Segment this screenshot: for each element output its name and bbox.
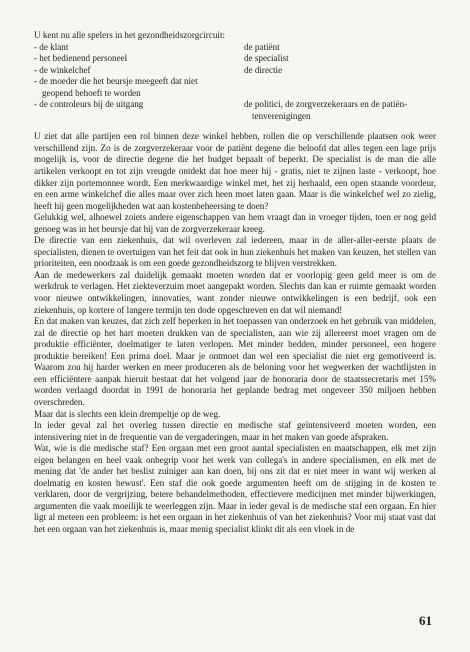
role-player: - de controleurs bij de uitgang (34, 99, 144, 110)
body-paragraph: U ziet dat alle partijen een rol binnen deze winkel hebben, rollen die op verschillende plaatsen ook weer verschillend zijn. Zo is de zorgverzekeraar voor de patiënt degene die beloofd dat alles tegen een lage prijs mogelijk is, voor de directie degene die het budget bepaalt of beperkt. De specialist is de man die alle artikelen verkoopt en tot zijn vreugde ontdekt dat hoe meer hij - gratis, niet te zijnen laste - verkoopt, hoe dikker zijn portemonnee wordt. Een merkwaardige winkel met, het zij herhaald, een open staande voordeur, en een arme winkelchef die alles maar over zich heen moet laten gaan. Maar is die winkelchef wel zo zielig, heeft hij geen mogelijkheden wat aan kostenbeheersing te doen? (34, 131, 436, 211)
body-paragraph: De directie van een ziekenhuis, dat wil overleven zal iedereen, maar in de aller-aller-eerste plaats de specialisten, dienen te overtuigen van het feit dat ook in hun ziekenhuis het maken van keuzen, het stellen van prioriteiten, een noodzaak is om een goede gezondheidszorg te blijven verstrekken. (34, 235, 436, 269)
body-paragraph: In ieder geval zal het overleg tussen directie en medische staf geïntensiveerd moeten worden, een intensivering niet in de frequentie van de vergaderingen, maar in het maken van goede afspraken. (34, 420, 436, 442)
role-player: - de moeder die het beursje meegeeft dat niet (34, 76, 198, 87)
page-content (34, 30, 436, 536)
roles-row (34, 99, 436, 111)
roles-row (34, 42, 436, 54)
role-equivalent (244, 76, 436, 88)
role-equivalent: de directie (244, 64, 283, 75)
body-paragraph: Gelukkig wel, alhoewel zoiets andere eigenschappen van hem vraagt dan in vroeger tijden, toen er nog geld genoeg was in het beursje dat hij van de zorgverzekeraar kreeg. (34, 212, 436, 234)
role-player (34, 111, 244, 123)
role-equivalent: de patiënt (244, 41, 280, 52)
role-player-continued: geopend behoeft te worden (42, 87, 141, 98)
roles-row (34, 111, 436, 123)
role-player: - de winkelchef (34, 64, 91, 75)
body-paragraph: En dat maken van keuzes, dat zich zelf beperken in het toepassen van onderzoek en het gebruik van middelen, zal de directie op het hart moeten drukken van de specialisten, aan wie zij allereerst moet vragen om de produktie efficiënter, doelmatiger te laten verlopen. Met minder bedden, minder personeel, een hogere produktie bereiken! Een prima doel. Maar je ontmoet dan wel een specialist die niet erg gemotiveerd is. Waarom zou hij harder werken en meer produceren als de beloning voor het wegwerken der wachtlijsten in een efficiëntere aanpak hieruit bestaat dat het volgend jaar de honoraria door de staatssecretaris met 15% worden verlaagd doordat in 1991 de honoraria het geplande bedrag met ongeveer 350 miljoen hebben overschreden. (34, 316, 436, 407)
body-paragraph: Wat, wie is die medische staf? Een orgaan met een groot aantal specialisten en maatschappen, elk met zijn eigen belangen en heel vaak onbegrip voor het werk van collega's in andere specialismen, en elk met de mening dat 'de ander het beslist zuiniger aan kan doen, bij ons zit dat er niet meer in want wij werken al doelmatig en kosten bewust'. Een staf die ook goede argumenten heeft om de stijging in de kosten te verklaren, door de vergrijzing, betere behandelmethoden, effectievere medicijnen met minder bijwerkingen, argumenten die vaak moeilijk te weerleggen zijn. Maar in ieder geval is de medische staf een orgaan. En hier ligt al meteen een probleem: is het een orgaan in het ziekenhuis of van het ziekenhuis? Voor mij staat vast dat het een orgaan van het ziekenhuis is, maar menig specialist klinkt dit als een vloek in de (34, 443, 436, 534)
roles-row (34, 76, 436, 88)
roles-row (34, 53, 436, 65)
role-equivalent: de specialist (244, 53, 289, 64)
roles-row (34, 88, 436, 100)
page-number: 61 (419, 613, 432, 628)
role-player: - de klant (34, 41, 69, 52)
body-paragraph: Aan de medewerkers zal duidelijk gemaakt moeten worden dat er voorlopig geen geld meer is om de werkdruk te verlagen. Het ziekteverzuim moet aangepakt worden. Slechts dan kan er ruimte gemaakt worden voor nieuwe ontwikkelingen, innovaties, want zonder nieuwe ontwikkelingen is een bedrijf, ook een ziekenhuis, op kortere of langere termijn ten dode opgeschreven en dat wil niemand! (34, 269, 436, 315)
role-equivalent-continued: tenverenigingen (252, 110, 311, 121)
role-equivalent: de politici, de zorgverzekeraars en de patiën- (244, 99, 408, 110)
role-equivalent (252, 88, 436, 100)
intro-line: U kent nu alle spelers in het gezondheidszorgcircuit: (34, 30, 225, 40)
roles-list (34, 42, 436, 123)
roles-row (34, 65, 436, 77)
body-paragraph: Maar dat is slechts een klein drempeltje op de weg. (34, 408, 221, 419)
role-player: - het bedienend personeel (34, 53, 128, 64)
section-gap (34, 122, 436, 131)
